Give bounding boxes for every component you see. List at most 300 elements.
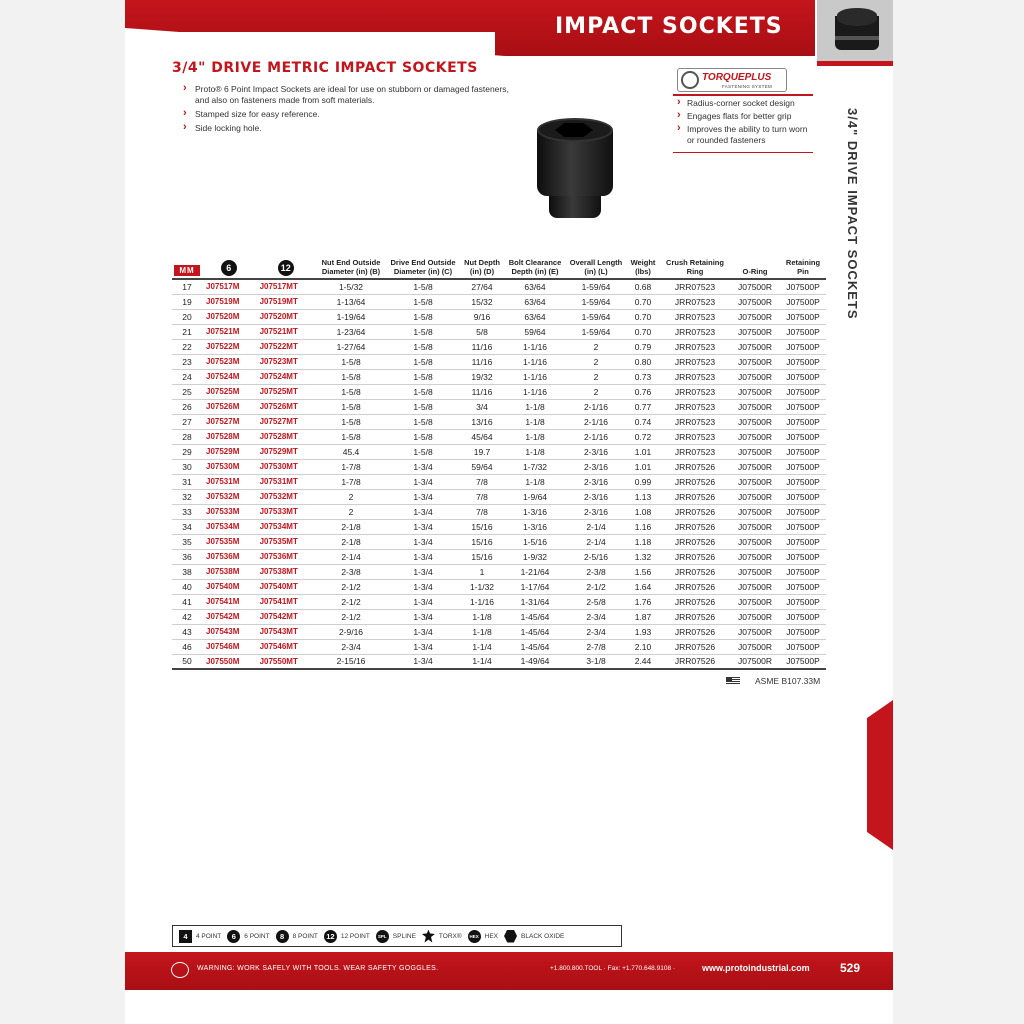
cell-o-ring: J07500R <box>730 489 780 504</box>
side-tab <box>867 700 893 850</box>
contact-phones: +1.800.800.TOOL · Fax: +1.770.648.9108 · <box>550 965 676 972</box>
cell-drive-outside: 1-3/4 <box>386 474 460 489</box>
spec-table <box>172 258 826 670</box>
table-row <box>172 564 826 579</box>
cell-mm: 42 <box>172 609 202 624</box>
cell-crush-ring: JRR07523 <box>660 294 730 309</box>
cell-part-6-point: J07542M <box>202 609 256 624</box>
cell-drive-outside: 1-5/8 <box>386 384 460 399</box>
cell-nut-depth: 19.7 <box>460 444 504 459</box>
cell-part-6-point: J07520M <box>202 309 256 324</box>
cell-mm: 17 <box>172 279 202 294</box>
cell-crush-ring: JRR07526 <box>660 459 730 474</box>
cell-retaining-pin: J07500P <box>780 354 826 369</box>
cell-mm: 33 <box>172 504 202 519</box>
divider <box>673 94 813 96</box>
cell-part-12-point: J07540MT <box>256 579 316 594</box>
cell-crush-ring: JRR07523 <box>660 339 730 354</box>
cell-part-12-point: J07530MT <box>256 459 316 474</box>
website-link[interactable]: www.protoindustrial.com <box>702 963 810 973</box>
cell-weight: 0.80 <box>626 354 660 369</box>
cell-bolt-clearance: 1-1/8 <box>504 414 566 429</box>
cell-weight: 0.99 <box>626 474 660 489</box>
cell-overall-length: 3-1/8 <box>566 654 626 669</box>
cell-part-12-point: J07517MT <box>256 279 316 294</box>
table-header-row <box>172 258 826 279</box>
table-row <box>172 549 826 564</box>
footer-band <box>125 952 893 990</box>
safety-warning-icon <box>171 962 189 978</box>
table-row <box>172 324 826 339</box>
cell-retaining-pin: J07500P <box>780 309 826 324</box>
table-row <box>172 474 826 489</box>
table-row <box>172 624 826 639</box>
cell-weight: 0.79 <box>626 339 660 354</box>
cell-part-6-point: J07550M <box>202 654 256 669</box>
cell-nut-outside: 2-15/16 <box>316 654 386 669</box>
cell-nut-outside: 1-19/64 <box>316 309 386 324</box>
cell-weight: 1.01 <box>626 459 660 474</box>
cell-retaining-pin: J07500P <box>780 534 826 549</box>
cell-drive-outside: 1-5/8 <box>386 369 460 384</box>
cell-weight: 0.74 <box>626 414 660 429</box>
table-row <box>172 384 826 399</box>
cell-retaining-pin: J07500P <box>780 414 826 429</box>
cell-o-ring: J07500R <box>730 459 780 474</box>
section-title: 3/4" DRIVE METRIC IMPACT SOCKETS <box>172 60 478 76</box>
cell-drive-outside: 1-3/4 <box>386 579 460 594</box>
cell-weight: 1.32 <box>626 549 660 564</box>
cell-weight: 1.01 <box>626 444 660 459</box>
cell-drive-outside: 1-5/8 <box>386 294 460 309</box>
cell-drive-outside: 1-5/8 <box>386 429 460 444</box>
cell-retaining-pin: J07500P <box>780 339 826 354</box>
cell-mm: 50 <box>172 654 202 669</box>
cell-weight: 1.56 <box>626 564 660 579</box>
cell-bolt-clearance: 1-9/64 <box>504 489 566 504</box>
cell-nut-depth: 19/32 <box>460 369 504 384</box>
cell-overall-length: 2-3/16 <box>566 444 626 459</box>
cell-bolt-clearance: 1-49/64 <box>504 654 566 669</box>
cell-drive-outside: 1-3/4 <box>386 489 460 504</box>
cell-overall-length: 2-5/8 <box>566 594 626 609</box>
legend-label: SPLINE <box>392 932 416 940</box>
cell-part-6-point: J07527M <box>202 414 256 429</box>
cell-crush-ring: JRR07526 <box>660 564 730 579</box>
table-row <box>172 369 826 384</box>
torqueplus-icon <box>681 71 699 89</box>
cell-nut-outside: 2-1/8 <box>316 519 386 534</box>
cell-overall-length: 1-59/64 <box>566 324 626 339</box>
cell-drive-outside: 1-5/8 <box>386 444 460 459</box>
cell-weight: 0.68 <box>626 279 660 294</box>
cell-part-6-point: J07538M <box>202 564 256 579</box>
cell-drive-outside: 1-5/8 <box>386 399 460 414</box>
cell-nut-outside: 45.4 <box>316 444 386 459</box>
col-drive-outside: Drive End Outside Diameter (in) (C) <box>390 258 456 276</box>
cell-weight: 0.73 <box>626 369 660 384</box>
cell-nut-outside: 2-1/8 <box>316 534 386 549</box>
cell-nut-outside: 1-23/64 <box>316 324 386 339</box>
cell-overall-length: 2-3/8 <box>566 564 626 579</box>
cell-drive-outside: 1-3/4 <box>386 534 460 549</box>
cell-nut-outside: 1-7/8 <box>316 474 386 489</box>
cell-part-12-point: J07520MT <box>256 309 316 324</box>
table-row <box>172 534 826 549</box>
cell-o-ring: J07500R <box>730 549 780 564</box>
legend-spline-icon: SPL <box>376 930 389 943</box>
cell-mm: 27 <box>172 414 202 429</box>
cell-nut-outside: 1-5/8 <box>316 414 386 429</box>
cell-bolt-clearance: 63/64 <box>504 309 566 324</box>
cell-overall-length: 2-3/4 <box>566 609 626 624</box>
cell-mm: 41 <box>172 594 202 609</box>
cell-crush-ring: JRR07523 <box>660 429 730 444</box>
cell-drive-outside: 1-3/4 <box>386 549 460 564</box>
legend-item <box>324 930 370 943</box>
legend-item <box>468 930 498 943</box>
table-row <box>172 429 826 444</box>
cell-overall-length: 2-1/4 <box>566 519 626 534</box>
legend-item <box>422 930 462 943</box>
cell-part-6-point: J07531M <box>202 474 256 489</box>
cell-part-12-point: J07532MT <box>256 489 316 504</box>
cell-part-6-point: J07519M <box>202 294 256 309</box>
cell-retaining-pin: J07500P <box>780 504 826 519</box>
cell-o-ring: J07500R <box>730 504 780 519</box>
cell-retaining-pin: J07500P <box>780 279 826 294</box>
cell-part-12-point: J07519MT <box>256 294 316 309</box>
cell-part-6-point: J07533M <box>202 504 256 519</box>
table-row <box>172 489 826 504</box>
cell-nut-depth: 13/16 <box>460 414 504 429</box>
cell-mm: 28 <box>172 429 202 444</box>
cell-bolt-clearance: 1-1/8 <box>504 399 566 414</box>
col-12-point <box>256 258 316 279</box>
cell-part-12-point: J07543MT <box>256 624 316 639</box>
12-point-icon: 12 <box>278 260 294 276</box>
cell-part-12-point: J07541MT <box>256 594 316 609</box>
table-row <box>172 279 826 294</box>
cell-retaining-pin: J07500P <box>780 624 826 639</box>
cell-nut-depth: 11/16 <box>460 339 504 354</box>
cell-drive-outside: 1-3/4 <box>386 594 460 609</box>
cell-overall-length: 2-3/16 <box>566 489 626 504</box>
cell-bolt-clearance: 1-45/64 <box>504 609 566 624</box>
cell-weight: 1.87 <box>626 609 660 624</box>
cell-o-ring: J07500R <box>730 324 780 339</box>
cell-drive-outside: 1-5/8 <box>386 309 460 324</box>
cell-o-ring: J07500R <box>730 429 780 444</box>
cell-drive-outside: 1-3/4 <box>386 564 460 579</box>
table-row <box>172 459 826 474</box>
table-row <box>172 639 826 654</box>
cell-bolt-clearance: 1-1/16 <box>504 339 566 354</box>
cell-weight: 1.08 <box>626 504 660 519</box>
cell-bolt-clearance: 1-1/16 <box>504 369 566 384</box>
cell-nut-outside: 2 <box>316 504 386 519</box>
safety-warning: WARNING: WORK SAFELY WITH TOOLS. WEAR SAFETY GOGGLES. <box>197 965 439 972</box>
legend-item <box>376 930 416 943</box>
cell-overall-length: 2-3/4 <box>566 624 626 639</box>
cell-mm: 23 <box>172 354 202 369</box>
cell-part-12-point: J07521MT <box>256 324 316 339</box>
cell-drive-outside: 1-3/4 <box>386 624 460 639</box>
cell-nut-outside: 2 <box>316 489 386 504</box>
table-row <box>172 444 826 459</box>
cell-bolt-clearance: 1-7/32 <box>504 459 566 474</box>
cell-nut-depth: 27/64 <box>460 279 504 294</box>
cell-mm: 22 <box>172 339 202 354</box>
cell-crush-ring: JRR07526 <box>660 639 730 654</box>
cell-nut-depth: 15/16 <box>460 519 504 534</box>
cell-nut-depth: 1-1/4 <box>460 654 504 669</box>
socket-thumbnail-icon <box>817 0 893 66</box>
icon-legend <box>172 925 622 947</box>
cell-mm: 25 <box>172 384 202 399</box>
cell-nut-depth: 1-1/16 <box>460 594 504 609</box>
cell-retaining-pin: J07500P <box>780 639 826 654</box>
legend-4-point-icon: 4 <box>179 930 192 943</box>
cell-nut-outside: 2-1/4 <box>316 549 386 564</box>
cell-nut-depth: 15/16 <box>460 534 504 549</box>
page-number: 529 <box>840 961 861 975</box>
cell-crush-ring: JRR07526 <box>660 519 730 534</box>
cell-bolt-clearance: 1-21/64 <box>504 564 566 579</box>
cell-retaining-pin: J07500P <box>780 444 826 459</box>
cell-drive-outside: 1-5/8 <box>386 279 460 294</box>
cell-crush-ring: JRR07526 <box>660 594 730 609</box>
cell-weight: 2.44 <box>626 654 660 669</box>
cell-bolt-clearance: 1-45/64 <box>504 639 566 654</box>
cell-part-6-point: J07526M <box>202 399 256 414</box>
cell-o-ring: J07500R <box>730 594 780 609</box>
cell-retaining-pin: J07500P <box>780 324 826 339</box>
cell-overall-length: 2 <box>566 384 626 399</box>
cell-o-ring: J07500R <box>730 279 780 294</box>
cell-o-ring: J07500R <box>730 639 780 654</box>
cell-mm: 24 <box>172 369 202 384</box>
cell-part-12-point: J07524MT <box>256 369 316 384</box>
cell-overall-length: 2-1/16 <box>566 399 626 414</box>
cell-nut-depth: 15/32 <box>460 294 504 309</box>
impact-socket-image <box>535 118 615 228</box>
cell-bolt-clearance: 1-1/8 <box>504 444 566 459</box>
cell-weight: 1.93 <box>626 624 660 639</box>
col-retaining-pin: Retaining Pin <box>785 258 821 276</box>
table-row <box>172 414 826 429</box>
cell-retaining-pin: J07500P <box>780 429 826 444</box>
cell-o-ring: J07500R <box>730 384 780 399</box>
cell-overall-length: 1-59/64 <box>566 279 626 294</box>
cell-mm: 36 <box>172 549 202 564</box>
cell-nut-outside: 2-3/8 <box>316 564 386 579</box>
cell-crush-ring: JRR07523 <box>660 369 730 384</box>
cell-o-ring: J07500R <box>730 564 780 579</box>
cell-mm: 40 <box>172 579 202 594</box>
cell-weight: 2.10 <box>626 639 660 654</box>
table-body <box>172 279 826 669</box>
cell-bolt-clearance: 1-31/64 <box>504 594 566 609</box>
cell-nut-depth: 5/8 <box>460 324 504 339</box>
cell-nut-depth: 9/16 <box>460 309 504 324</box>
cell-part-12-point: J07538MT <box>256 564 316 579</box>
cell-part-6-point: J07528M <box>202 429 256 444</box>
cell-retaining-pin: J07500P <box>780 654 826 669</box>
cell-weight: 0.70 <box>626 324 660 339</box>
cell-crush-ring: JRR07523 <box>660 384 730 399</box>
cell-overall-length: 2-3/16 <box>566 504 626 519</box>
cell-drive-outside: 1-3/4 <box>386 519 460 534</box>
cell-retaining-pin: J07500P <box>780 564 826 579</box>
legend-6-point-icon: 6 <box>227 930 240 943</box>
cell-overall-length: 2-1/16 <box>566 414 626 429</box>
cell-crush-ring: JRR07526 <box>660 654 730 669</box>
feature-item: › Stamped size for easy reference. <box>183 109 513 120</box>
torqueplus-item: › Engages flats for better grip <box>677 111 817 122</box>
cell-part-6-point: J07529M <box>202 444 256 459</box>
cell-crush-ring: JRR07526 <box>660 549 730 564</box>
cell-nut-depth: 45/64 <box>460 429 504 444</box>
cell-nut-depth: 7/8 <box>460 489 504 504</box>
cell-mm: 32 <box>172 489 202 504</box>
side-section-title: 3/4" DRIVE IMPACT SOCKETS <box>845 108 860 320</box>
cell-part-6-point: J07532M <box>202 489 256 504</box>
cell-o-ring: J07500R <box>730 399 780 414</box>
cell-retaining-pin: J07500P <box>780 474 826 489</box>
cell-overall-length: 2 <box>566 339 626 354</box>
cell-retaining-pin: J07500P <box>780 579 826 594</box>
cell-part-12-point: J07525MT <box>256 384 316 399</box>
cell-crush-ring: JRR07526 <box>660 609 730 624</box>
cell-weight: 0.76 <box>626 384 660 399</box>
cell-crush-ring: JRR07526 <box>660 474 730 489</box>
cell-drive-outside: 1-3/4 <box>386 639 460 654</box>
cell-weight: 1.64 <box>626 579 660 594</box>
cell-bolt-clearance: 1-1/16 <box>504 384 566 399</box>
cell-nut-depth: 1-1/32 <box>460 579 504 594</box>
cell-part-12-point: J07550MT <box>256 654 316 669</box>
table-row <box>172 504 826 519</box>
cell-crush-ring: JRR07526 <box>660 579 730 594</box>
page-title: IMPACT SOCKETS <box>555 14 783 39</box>
cell-part-6-point: J07524M <box>202 369 256 384</box>
cell-o-ring: J07500R <box>730 609 780 624</box>
cell-nut-outside: 1-5/8 <box>316 399 386 414</box>
col-bolt-clearance: Bolt Clearance Depth (in) (E) <box>508 258 562 276</box>
table-row <box>172 654 826 669</box>
cell-overall-length: 2-3/16 <box>566 459 626 474</box>
table-row <box>172 519 826 534</box>
cell-mm: 38 <box>172 564 202 579</box>
feature-item: › Side locking hole. <box>183 123 513 134</box>
cell-overall-length: 2-3/16 <box>566 474 626 489</box>
cell-part-6-point: J07522M <box>202 339 256 354</box>
cell-drive-outside: 1-3/4 <box>386 609 460 624</box>
legend-label: TORX® <box>438 932 462 940</box>
cell-retaining-pin: J07500P <box>780 294 826 309</box>
cell-overall-length: 2-7/8 <box>566 639 626 654</box>
cell-o-ring: J07500R <box>730 369 780 384</box>
col-nut-depth: Nut Depth (in) (D) <box>464 258 500 276</box>
cell-mm: 46 <box>172 639 202 654</box>
cell-mm: 20 <box>172 309 202 324</box>
cell-mm: 21 <box>172 324 202 339</box>
cell-part-12-point: J07546MT <box>256 639 316 654</box>
cell-retaining-pin: J07500P <box>780 369 826 384</box>
cell-crush-ring: JRR07523 <box>660 309 730 324</box>
cell-mm: 35 <box>172 534 202 549</box>
legend-torx-icon <box>422 930 435 943</box>
cell-bolt-clearance: 1-3/16 <box>504 519 566 534</box>
legend-hex-icon: HEX <box>468 930 481 943</box>
legend-label: BLACK OXIDE <box>521 932 565 940</box>
cell-bolt-clearance: 59/64 <box>504 324 566 339</box>
cell-o-ring: J07500R <box>730 354 780 369</box>
cell-part-6-point: J07534M <box>202 519 256 534</box>
table-row <box>172 354 826 369</box>
cell-o-ring: J07500R <box>730 534 780 549</box>
table-row <box>172 309 826 324</box>
cell-bolt-clearance: 1-5/16 <box>504 534 566 549</box>
cell-part-6-point: J07543M <box>202 624 256 639</box>
cell-nut-outside: 1-13/64 <box>316 294 386 309</box>
cell-drive-outside: 1-5/8 <box>386 354 460 369</box>
torqueplus-item: › Radius-corner socket design <box>677 98 817 109</box>
cell-part-12-point: J07534MT <box>256 519 316 534</box>
cell-drive-outside: 1-3/4 <box>386 459 460 474</box>
cell-weight: 1.18 <box>626 534 660 549</box>
cell-bolt-clearance: 1-1/16 <box>504 354 566 369</box>
cell-weight: 0.72 <box>626 429 660 444</box>
torqueplus-feature-list <box>677 98 817 148</box>
cell-bolt-clearance: 63/64 <box>504 294 566 309</box>
cell-nut-depth: 11/16 <box>460 384 504 399</box>
cell-nut-depth: 1-1/8 <box>460 624 504 639</box>
col-overall-length: Overall Length (in) (L) <box>569 258 623 276</box>
cell-bolt-clearance: 1-17/64 <box>504 579 566 594</box>
catalog-page <box>125 0 893 1024</box>
cell-retaining-pin: J07500P <box>780 459 826 474</box>
cell-mm: 19 <box>172 294 202 309</box>
legend-item <box>227 930 269 943</box>
cell-crush-ring: JRR07523 <box>660 444 730 459</box>
legend-label: 12 POINT <box>340 932 370 940</box>
divider <box>673 152 813 153</box>
legend-label: HEX <box>484 932 499 940</box>
cell-weight: 0.70 <box>626 294 660 309</box>
cell-part-12-point: J07536MT <box>256 549 316 564</box>
legend-item <box>276 930 318 943</box>
cell-retaining-pin: J07500P <box>780 399 826 414</box>
cell-nut-outside: 2-3/4 <box>316 639 386 654</box>
cell-crush-ring: JRR07523 <box>660 354 730 369</box>
cell-part-6-point: J07530M <box>202 459 256 474</box>
table-row <box>172 294 826 309</box>
cell-mm: 43 <box>172 624 202 639</box>
cell-retaining-pin: J07500P <box>780 609 826 624</box>
cell-nut-outside: 1-7/8 <box>316 459 386 474</box>
feature-list <box>183 84 513 137</box>
cell-o-ring: J07500R <box>730 474 780 489</box>
table-row <box>172 609 826 624</box>
legend-8-point-icon: 8 <box>276 930 289 943</box>
cell-crush-ring: JRR07523 <box>660 399 730 414</box>
cell-part-12-point: J07522MT <box>256 339 316 354</box>
cell-o-ring: J07500R <box>730 444 780 459</box>
cell-drive-outside: 1-5/8 <box>386 414 460 429</box>
col-nut-outside: Nut End Outside Diameter (in) (B) <box>321 258 381 276</box>
